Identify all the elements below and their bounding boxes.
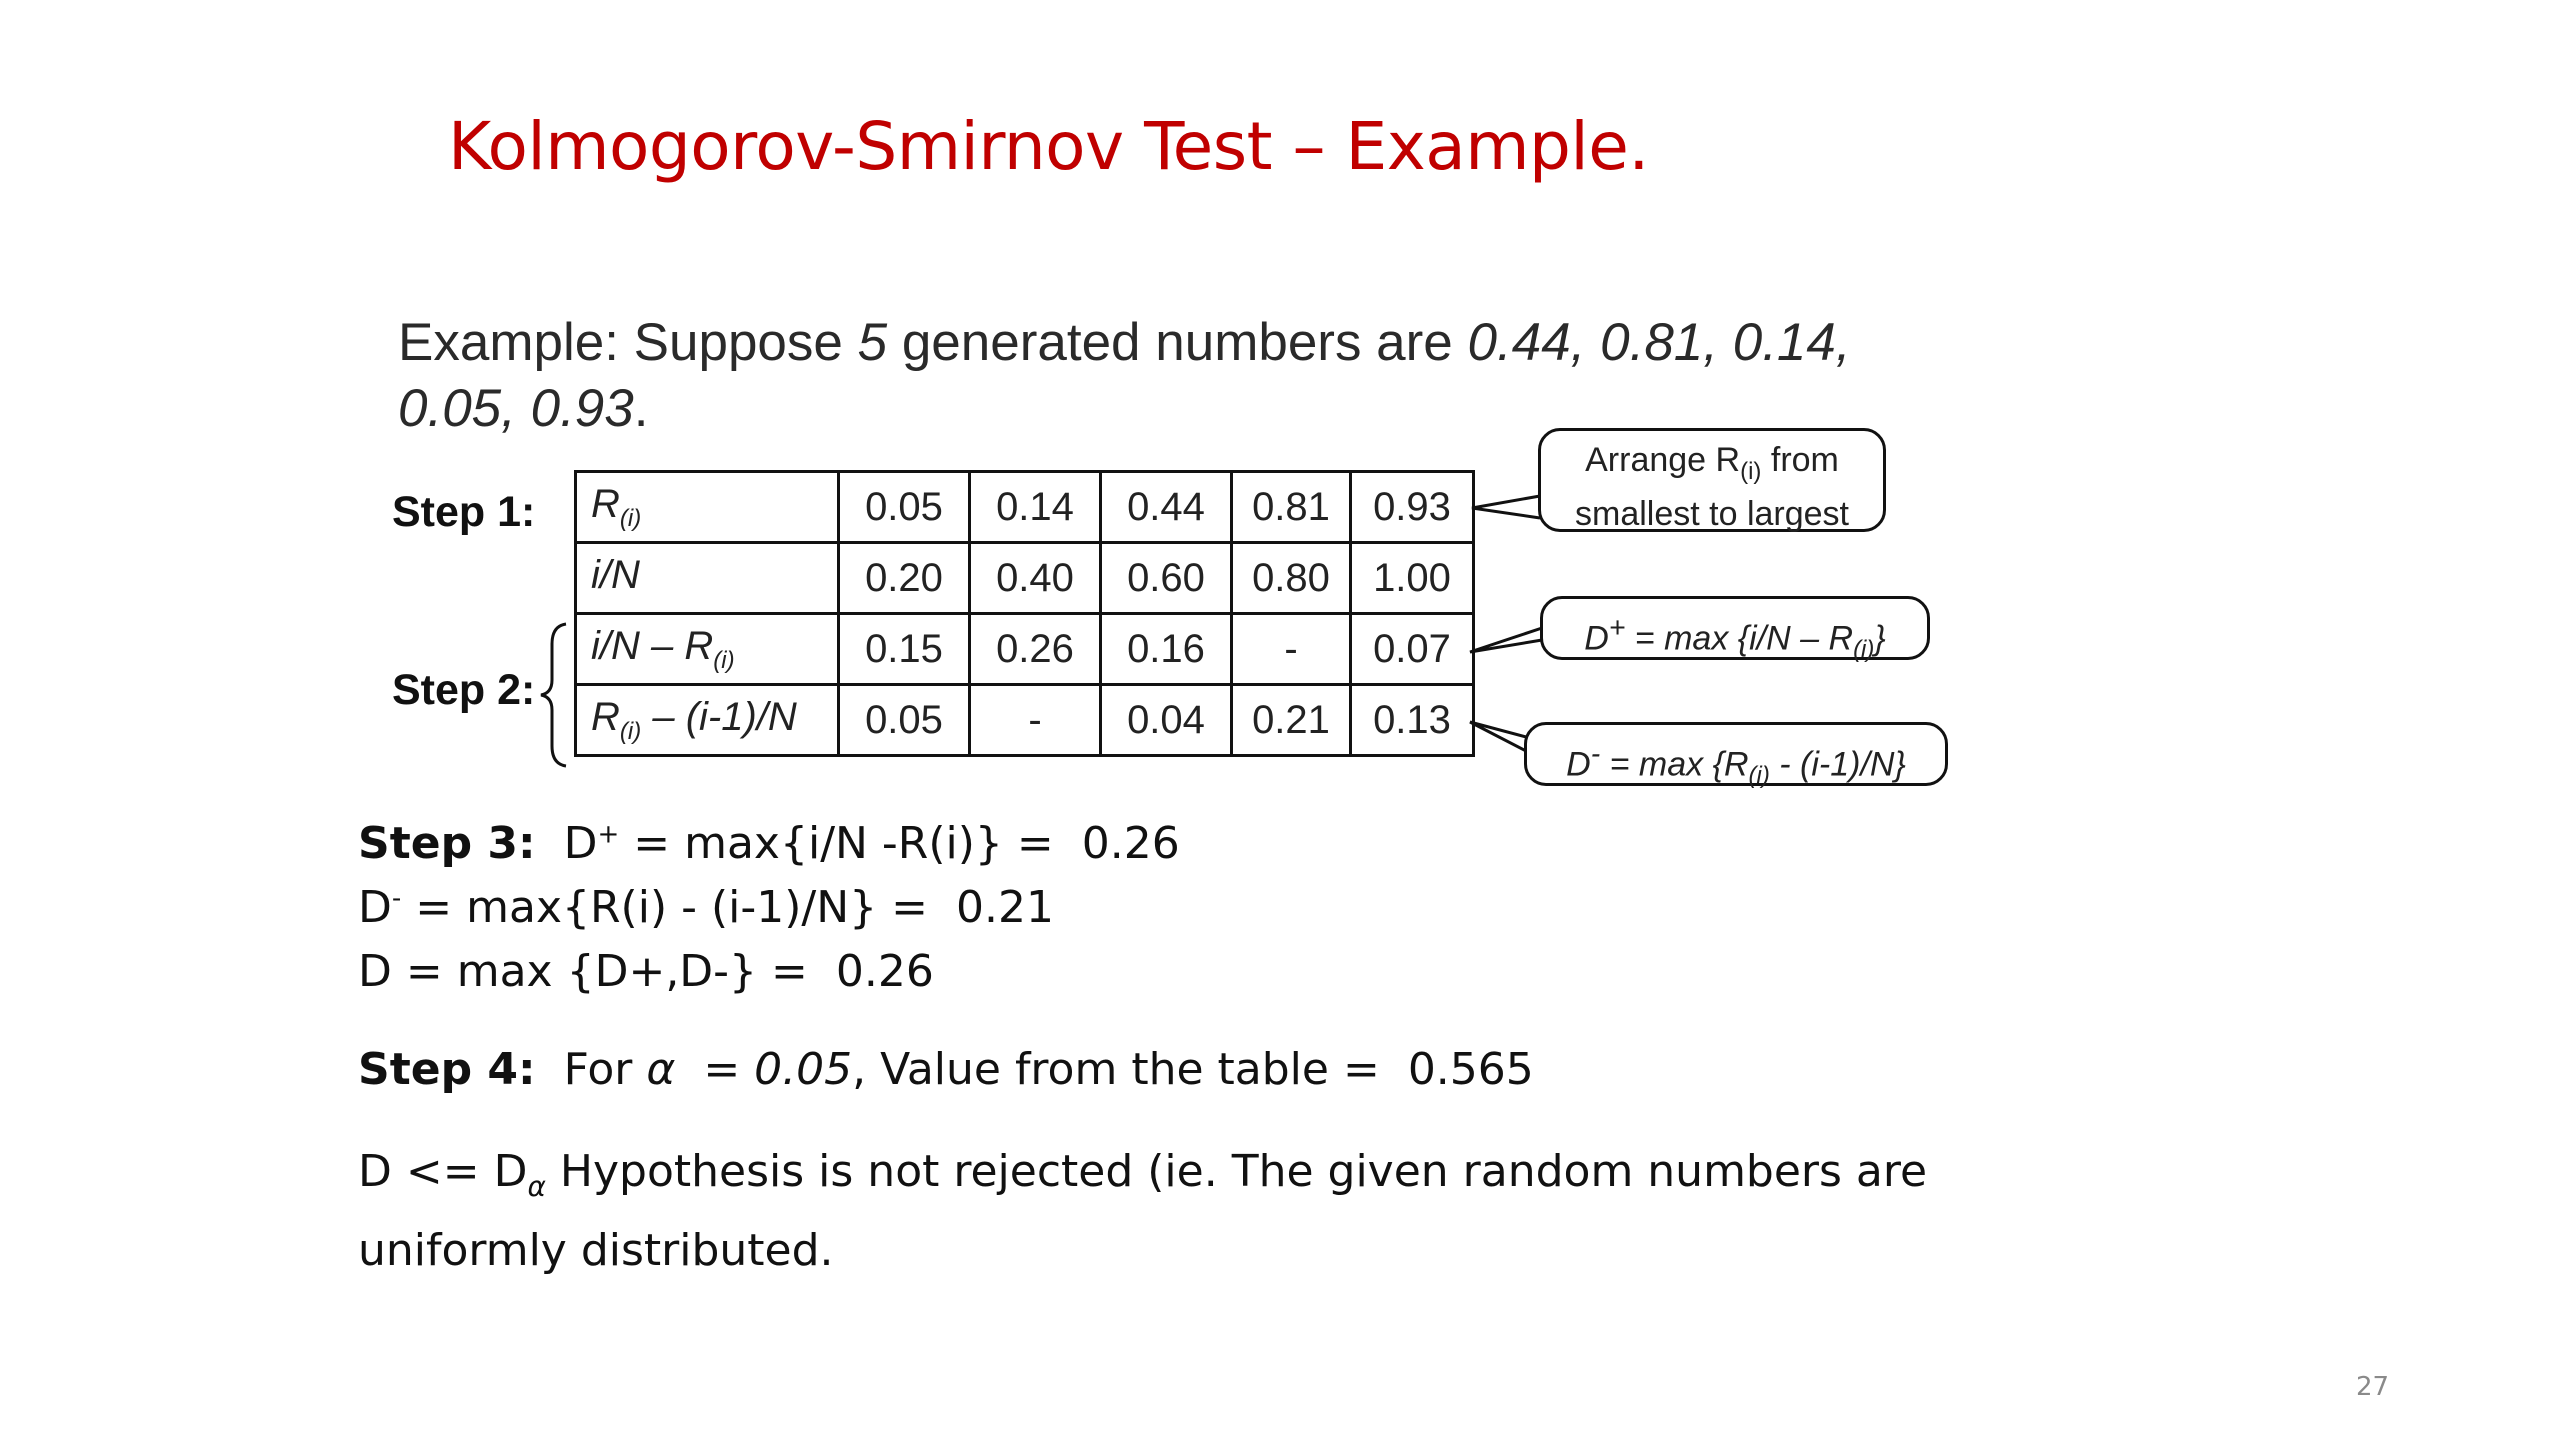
table-cell: 0.15 [839,614,970,685]
dminus-callout: $D^- = \max \{R_{(i)} - (i-1)/N\}$ [1524,722,1948,786]
arrange-callout: Arrange $R_{(i)}$ from smallest to largest [1538,428,1886,532]
dminus-line: D- = max{R(i) - (i-1)/N} = 0.21 [358,882,1054,933]
table-cell: 0.44 [1101,472,1232,543]
row-label-r: $R_{(i)}$ [576,472,839,543]
table-cell: 0.60 [1101,543,1232,614]
example-numbers-line1: 0.44, 0.81, 0.14, [1467,313,1851,372]
ks-table [574,470,1475,757]
step3-line: Step 3: D+ = max{i/N -R(i)} = 0.26 [358,818,1180,869]
table-cell: 0.80 [1232,543,1351,614]
table-row [576,472,1474,543]
conclusion: $D <= D_\alpha$ Hypothesis is not rejected (ie. The given random numbers are uniformly distributed. [358,1146,1928,1276]
table-row [576,685,1474,756]
table-cell: 0.20 [839,543,970,614]
dplus-callout: $D^+ = \max \{i/N - R_{(i)}\}$ [1540,596,1930,660]
table-cell: 0.93 [1351,472,1474,543]
row-label-dplus-terms: $i/N - R_{(i)}$ [576,614,839,685]
example-numbers-line2: 0.05, 0.93 [398,379,634,438]
table-cell: 0.05 [839,685,970,756]
table-cell: 0.16 [1101,614,1232,685]
slide-title: Kolmogorov-Smirnov Test – Example. [448,108,1649,185]
table-cell: 0.21 [1232,685,1351,756]
dminus-value: 0.21 [955,882,1054,933]
table-cell: 0.07 [1351,614,1474,685]
page-number: 27 [2356,1372,2390,1402]
d-value: 0.26 [835,946,934,997]
example-count: 5 [857,313,888,372]
row-label-dminus-terms: $R_{(i)} - (i-1)/N$ [576,685,839,756]
row-label-i-over-n: i/N [576,543,839,614]
step2-brace [538,620,572,770]
callout3-pointer [1470,722,1530,752]
step4-label: Step 4: [358,1044,536,1095]
table-cell: 0.14 [970,472,1101,543]
table-cell: 0.81 [1232,472,1351,543]
table-cell: 0.05 [839,472,970,543]
example-prefix: Example: Suppose [398,313,858,372]
step3-label: Step 3: [358,818,536,869]
dplus-value: 0.26 [1081,818,1180,869]
step1-label: Step 1: [392,488,536,536]
table-cell: - [1232,614,1351,685]
table-cell: 0.40 [970,543,1101,614]
callout1-pointer [1472,496,1540,518]
table-cell: 0.13 [1351,685,1474,756]
table-cell: 0.26 [970,614,1101,685]
table-row [576,614,1474,685]
step2-label: Step 2: [392,666,536,714]
d-line: D = max {D+,D-} = 0.26 [358,946,934,997]
step4-line: Step 4: For α = 0.05, Value from the table = 0.565 [358,1044,1534,1095]
example-middle: generated numbers are [887,313,1468,372]
table-cell: - [970,685,1101,756]
table-cell: 1.00 [1351,543,1474,614]
callout2-pointer [1470,628,1542,652]
table-row [576,543,1474,614]
example-end: . [633,379,649,438]
example-statement [398,310,1898,442]
table-critical-value: 0.565 [1407,1044,1534,1095]
table-cell: 0.04 [1101,685,1232,756]
